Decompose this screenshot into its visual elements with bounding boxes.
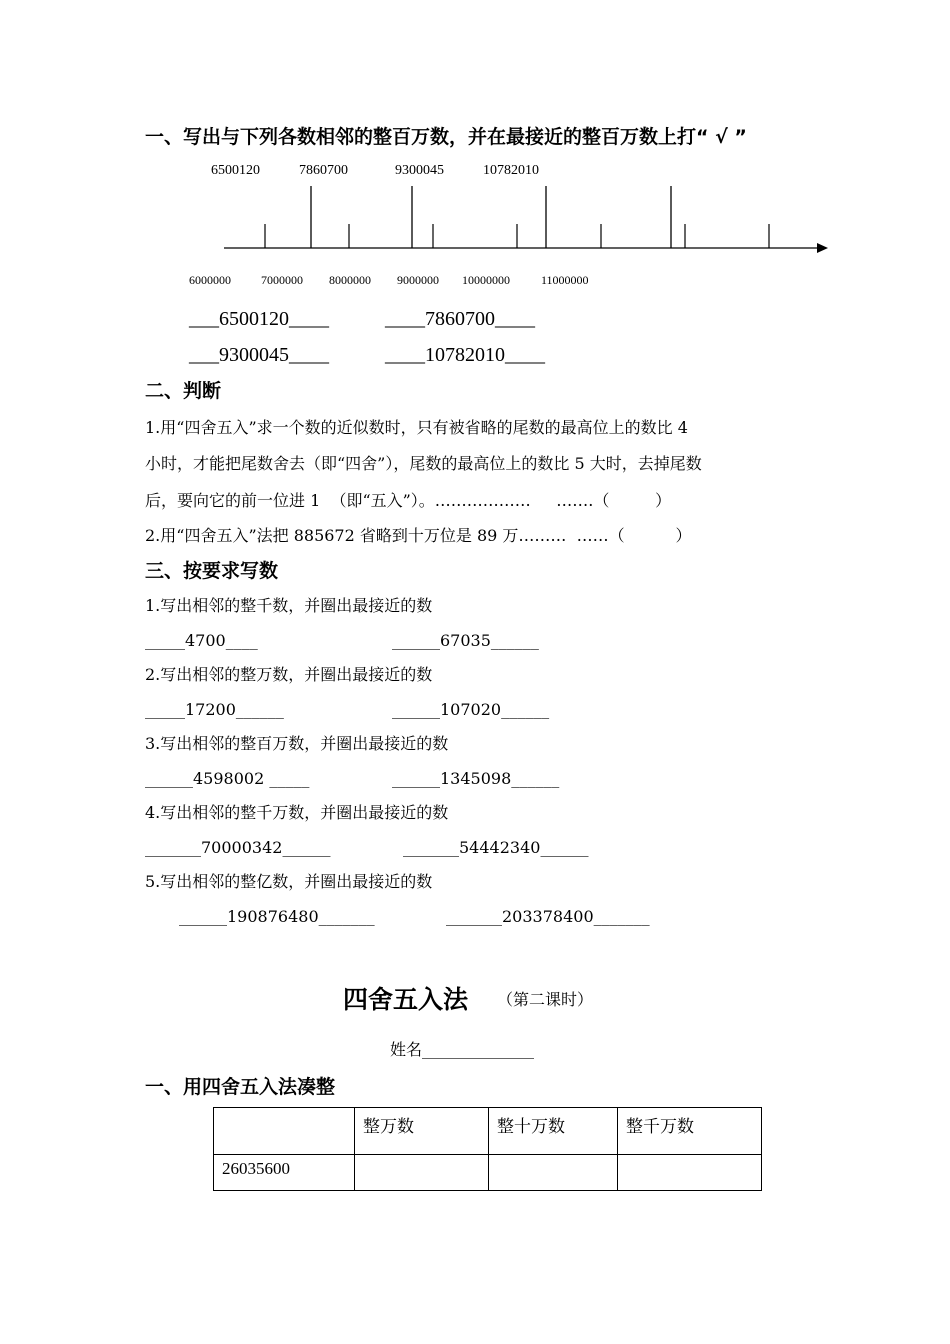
- answer-2a[interactable]: _____17200______: [145, 700, 284, 719]
- judge-item1-line3[interactable]: 后，要向它的前一位进 1 （即“五入”）。……………… …….（ ）: [145, 491, 672, 510]
- answer-5a[interactable]: ______190876480_______: [179, 907, 375, 926]
- top-label-4: 10782010: [483, 163, 539, 178]
- blank-line-3[interactable]: ___9300045____: [189, 344, 329, 366]
- judge-item1-line2: 小时，才能把尾数舍去（即“四舍”），尾数的最高位上的数比 5 大时，去掉尾数: [145, 454, 702, 473]
- rounding-table: [213, 1107, 762, 1191]
- answer-1b[interactable]: ______67035______: [392, 631, 539, 650]
- blank-line-2[interactable]: ____7860700____: [385, 308, 535, 330]
- table-header-row: [214, 1108, 762, 1155]
- table-header-cell: 整十万数: [489, 1108, 618, 1155]
- top-label-1: 6500120: [211, 163, 260, 178]
- question-4: 4.写出相邻的整千万数，并圈出最接近的数: [145, 803, 449, 822]
- answer-4b[interactable]: _______54442340______: [403, 838, 589, 857]
- blank-line-4[interactable]: ____10782010____: [385, 344, 545, 366]
- answer-3b[interactable]: ______1345098______: [392, 769, 560, 788]
- answer-2b[interactable]: ______107020______: [392, 700, 550, 719]
- question-2: 2.写出相邻的整万数，并圈出最接近的数: [145, 665, 433, 684]
- lesson2-heading: 一、用四舍五入法凑整: [145, 1076, 336, 1098]
- section3-heading: 三、按要求写数: [145, 560, 279, 582]
- top-label-2: 7860700: [299, 163, 348, 178]
- top-label-3: 9300045: [395, 163, 444, 178]
- table-cell[interactable]: [618, 1155, 762, 1191]
- judge-item2[interactable]: 2.用“四舍五入”法把 885672 省略到十万位是 89 万……… ……（ ）: [145, 526, 692, 545]
- table-header-cell: 整千万数: [618, 1108, 762, 1155]
- axis-label-3: 8000000: [329, 273, 371, 287]
- axis-label-1: 6000000: [189, 273, 231, 287]
- answer-5b[interactable]: _______203378400_______: [446, 907, 650, 926]
- lesson-subtitle: （第二课时）: [497, 990, 594, 1009]
- question-3: 3.写出相邻的整百万数，并圈出最接近的数: [145, 734, 449, 753]
- answer-3a[interactable]: ______4598002 _____: [145, 769, 310, 788]
- table-row: [214, 1155, 762, 1191]
- table-header-cell: [214, 1108, 355, 1155]
- lesson-title: 四舍五入法: [343, 985, 469, 1014]
- answer-1a[interactable]: _____4700____: [145, 631, 258, 650]
- answer-4a[interactable]: _______70000342______: [145, 838, 331, 857]
- blank-line-1[interactable]: ___6500120____: [189, 308, 329, 330]
- table-cell[interactable]: [355, 1155, 489, 1191]
- number-line-arrow: [817, 243, 828, 253]
- section1-heading: 一、写出与下列各数相邻的整百万数，并在最接近的整百万数上打“ √ ”: [145, 126, 747, 148]
- axis-label-6: 11000000: [541, 273, 589, 287]
- name-field[interactable]: 姓名______________: [390, 1040, 535, 1059]
- table-header-cell: 整万数: [355, 1108, 489, 1155]
- axis-label-4: 9000000: [397, 273, 439, 287]
- table-cell: 26035600: [214, 1155, 355, 1191]
- table-cell[interactable]: [489, 1155, 618, 1191]
- axis-label-2: 7000000: [261, 273, 303, 287]
- question-1: 1.写出相邻的整千数，并圈出最接近的数: [145, 596, 433, 615]
- axis-label-5: 10000000: [462, 273, 510, 287]
- question-5: 5.写出相邻的整亿数，并圈出最接近的数: [145, 872, 433, 891]
- judge-item1-line1: 1.用“四舍五入”求一个数的近似数时，只有被省略的尾数的最高位上的数比 4: [145, 418, 688, 437]
- section2-heading: 二、判断: [145, 380, 222, 402]
